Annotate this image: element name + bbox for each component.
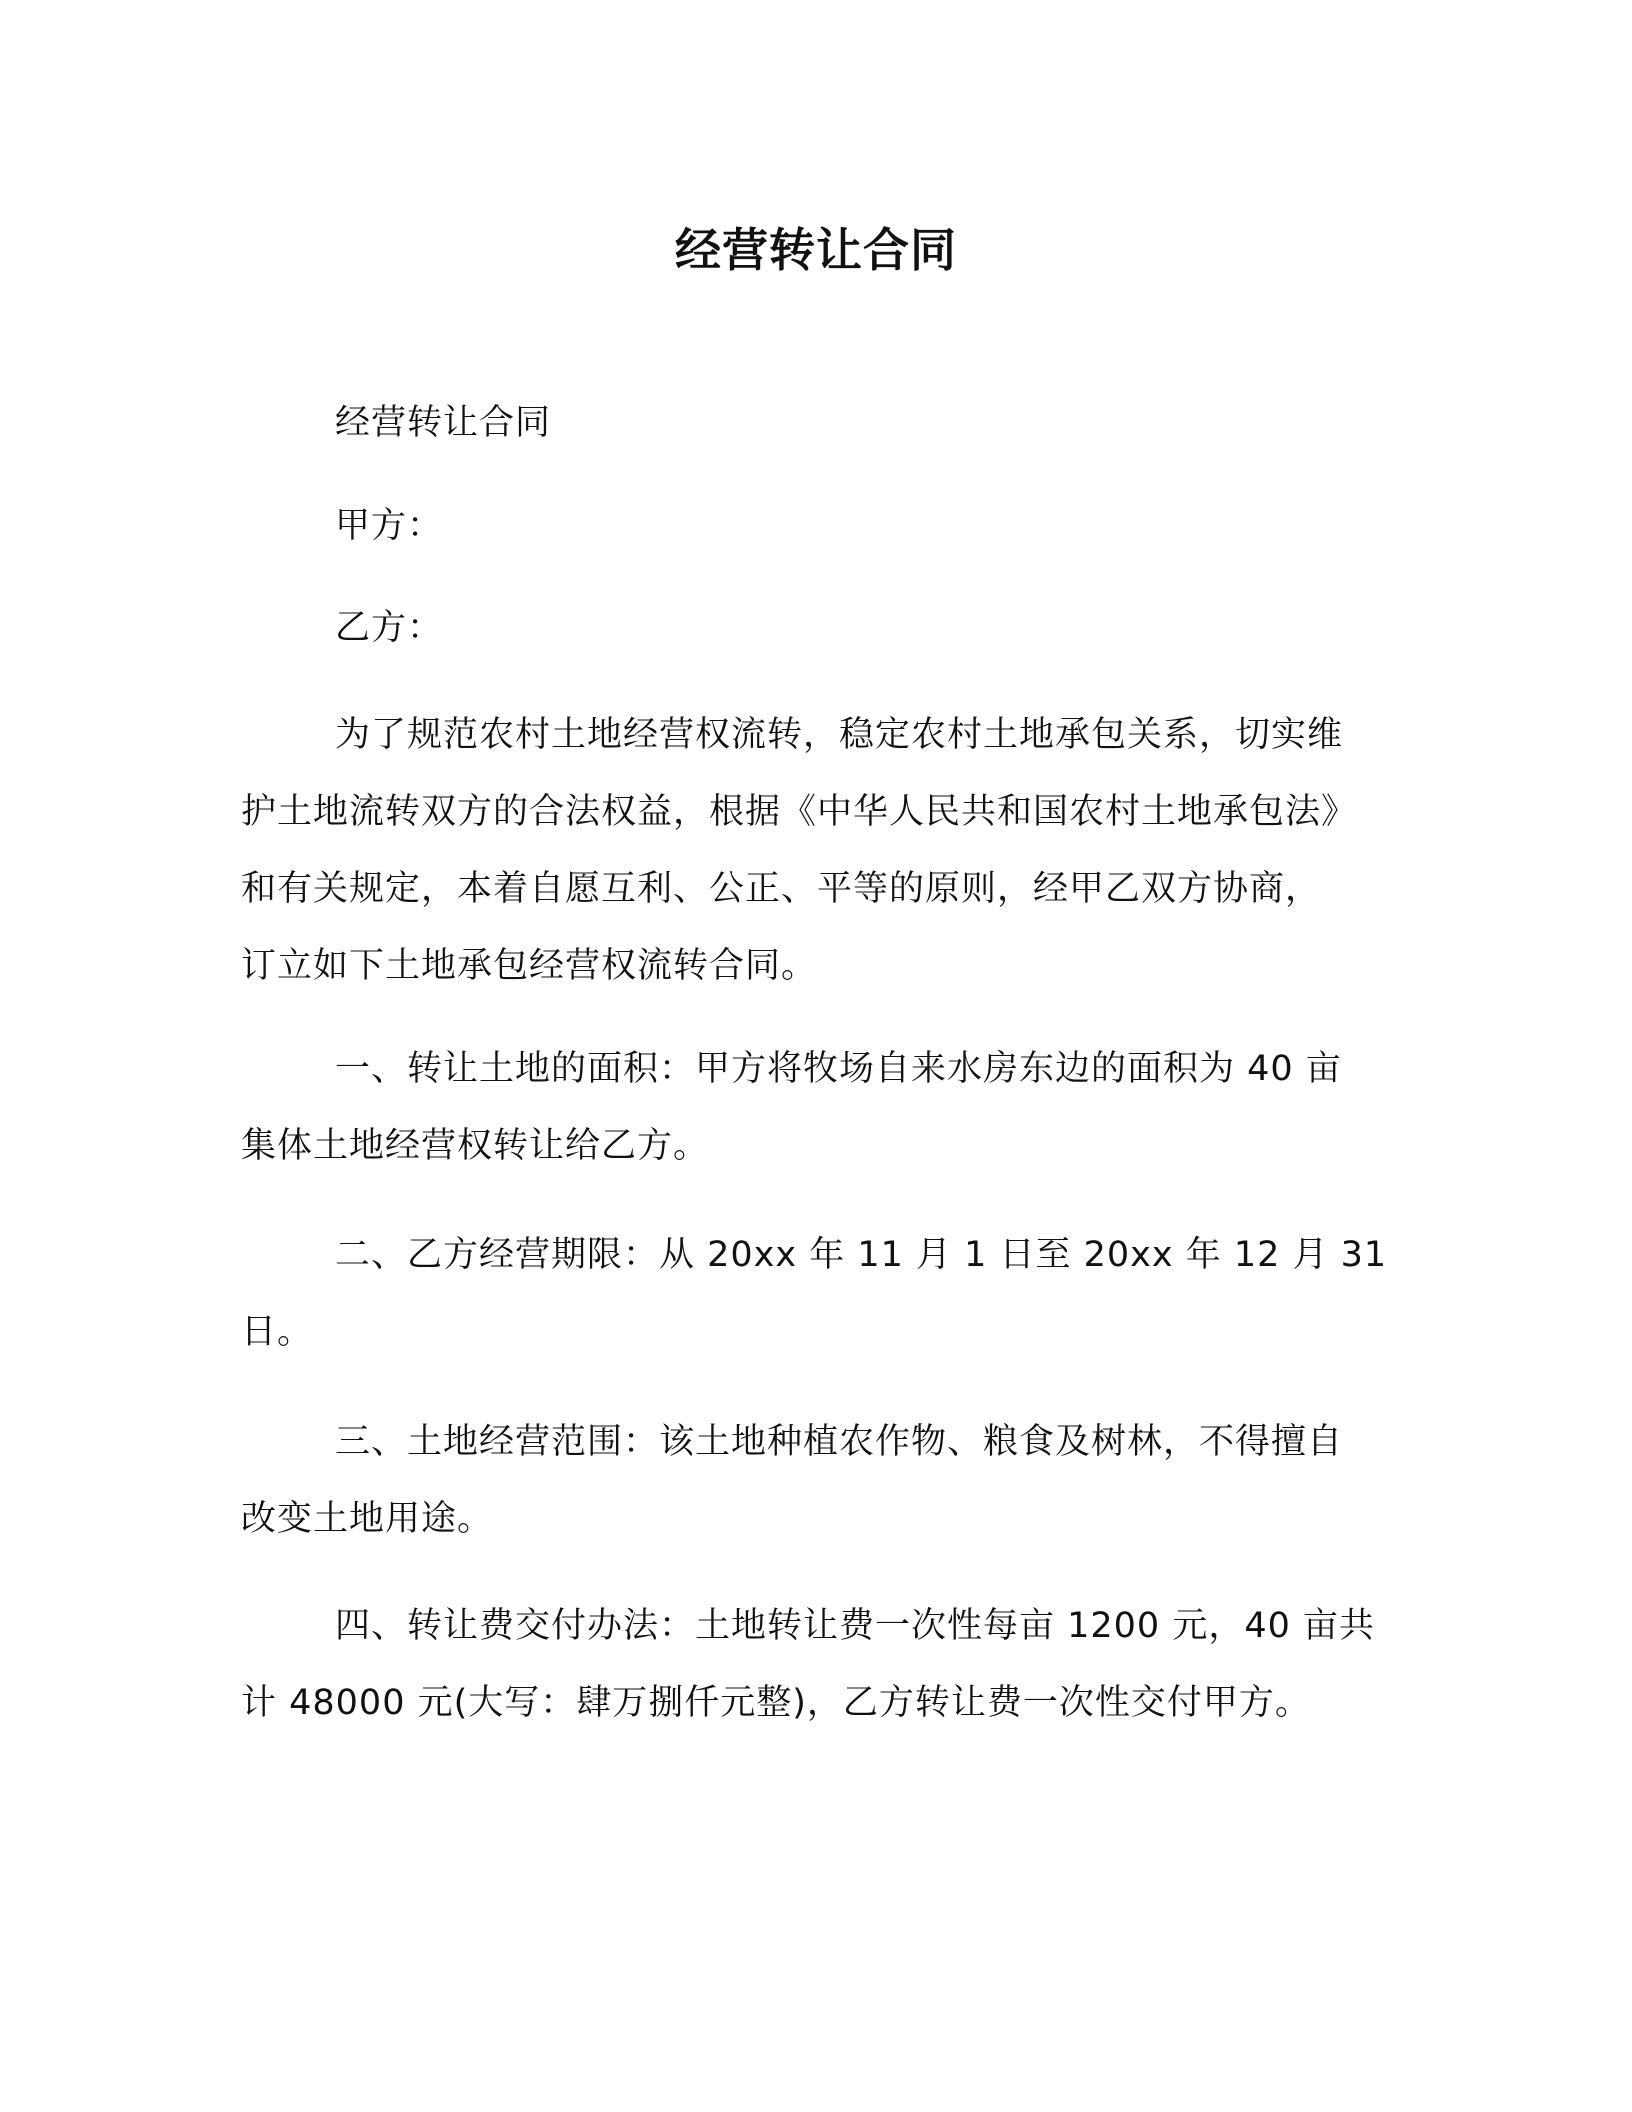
clause-line: 一、转让土地的面积：甲方将牧场自来水房东边的面积为 40 亩 <box>335 1049 1342 1089</box>
preamble-paragraph <box>241 697 1381 1005</box>
party-a-label <box>241 488 1475 565</box>
document-subtitle <box>241 385 1475 462</box>
clause-line: 四、转让费交付办法：土地转让费一次性每亩 1200 元，40 亩共 <box>335 1606 1375 1646</box>
clause-line: 二、乙方经营期限：从 20xx 年 11 月 1 日至 20xx 年 12 月 31 <box>335 1235 1388 1275</box>
clause-3-paragraph <box>241 1404 1381 1558</box>
preamble-line: 和有关规定，本着自愿互利、公正、平等的原则，经甲乙双方协商， <box>241 869 1322 909</box>
clause-4-paragraph <box>241 1588 1381 1742</box>
subtitle-line: 经营转让合同 <box>335 403 552 443</box>
preamble-line: 订立如下土地承包经营权流转合同。 <box>241 946 818 986</box>
clause-line: 集体土地经营权转让给乙方。 <box>241 1126 710 1166</box>
preamble-line: 为了规范农村土地经营权流转，稳定农村土地承包关系，切实维 <box>335 715 1344 755</box>
document-title: 经营转让合同 <box>675 223 957 277</box>
clause-line: 改变土地用途。 <box>241 1499 494 1539</box>
clause-1-paragraph <box>241 1031 1381 1185</box>
party-a-line: 甲方： <box>335 506 444 546</box>
party-b-line: 乙方： <box>335 608 444 648</box>
party-b-label <box>241 590 1475 667</box>
clause-2-paragraph <box>241 1217 1388 1371</box>
preamble-line: 护土地流转双方的合法权益，根据《中华人民共和国农村土地承包法》 <box>241 792 1358 832</box>
clause-line: 计 48000 元(大写：肆万捌仟元整)，乙方转让费一次性交付甲方。 <box>241 1683 1311 1723</box>
clause-line: 日。 <box>241 1312 314 1352</box>
clause-line: 三、土地经营范围：该土地种植农作物、粮食及树林，不得擅自 <box>335 1422 1344 1462</box>
